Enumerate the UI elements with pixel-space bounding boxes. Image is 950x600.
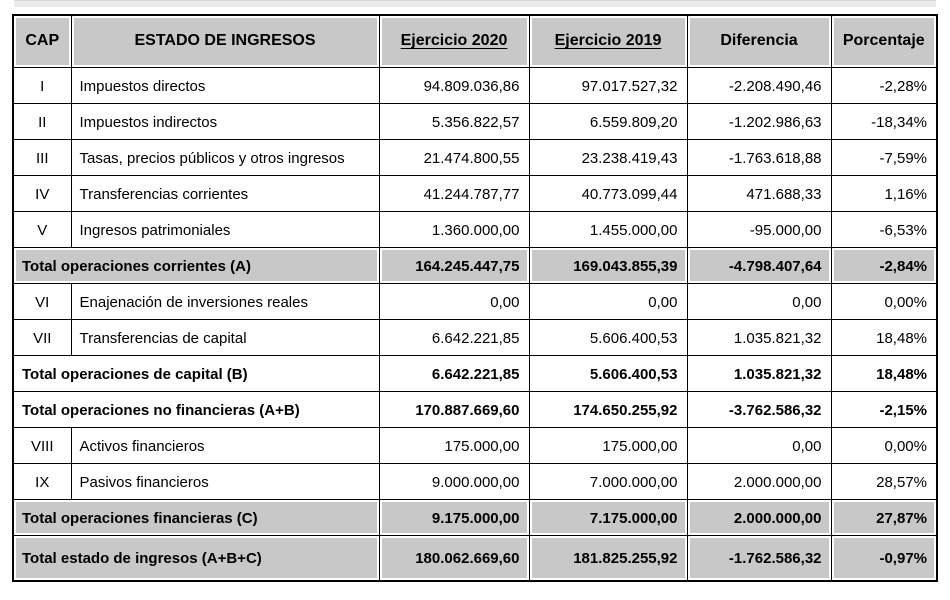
- diferencia-cell: -3.762.586,32: [687, 391, 831, 427]
- ej2020-cell: 41.244.787,77: [379, 175, 529, 211]
- total-label-cell: Total operaciones de capital (B): [13, 355, 379, 391]
- ej2019-cell: 6.559.809,20: [529, 103, 687, 139]
- column-header-label: Porcentaje: [842, 32, 925, 50]
- ej2019-cell: 40.773.099,44: [529, 175, 687, 211]
- column-header-label: Ejercicio 2020: [400, 32, 508, 50]
- diferencia-cell: 1.035.821,32: [687, 319, 831, 355]
- cap-cell: III: [13, 139, 71, 175]
- table-row: [13, 103, 937, 139]
- income-statement-table: [12, 14, 938, 582]
- ej2019-cell: 97.017.527,32: [529, 67, 687, 103]
- table-row: [13, 319, 937, 355]
- cap-cell: VII: [13, 319, 71, 355]
- total-label-cell: Total operaciones financieras (C): [13, 499, 379, 535]
- column-header-0: [13, 15, 71, 67]
- ej2020-cell: 9.175.000,00: [379, 499, 529, 535]
- column-header-3: [529, 15, 687, 67]
- concept-cell: Impuestos directos: [71, 67, 379, 103]
- table-row: [13, 139, 937, 175]
- column-header-1: [71, 15, 379, 67]
- ej2019-cell: 1.455.000,00: [529, 211, 687, 247]
- porcentaje-cell: 28,57%: [831, 463, 937, 499]
- ej2020-cell: 94.809.036,86: [379, 67, 529, 103]
- porcentaje-cell: -0,97%: [831, 535, 937, 581]
- table-row: [13, 427, 937, 463]
- column-header-4: [687, 15, 831, 67]
- total-label-cell: Total estado de ingresos (A+B+C): [13, 535, 379, 581]
- porcentaje-cell: 18,48%: [831, 355, 937, 391]
- ej2020-cell: 21.474.800,55: [379, 139, 529, 175]
- diferencia-cell: 471.688,33: [687, 175, 831, 211]
- ej2019-cell: 23.238.419,43: [529, 139, 687, 175]
- diferencia-cell: -1.763.618,88: [687, 139, 831, 175]
- ej2019-cell: 174.650.255,92: [529, 391, 687, 427]
- ej2020-cell: 0,00: [379, 283, 529, 319]
- table-row: [13, 283, 937, 319]
- ej2020-cell: 164.245.447,75: [379, 247, 529, 283]
- cropped-row-artifact: [14, 0, 936, 7]
- table-row: [13, 67, 937, 103]
- column-header-label: ESTADO DE INGRESOS: [134, 32, 316, 50]
- table-body: [13, 67, 937, 581]
- concept-cell: Transferencias de capital: [71, 319, 379, 355]
- ej2019-cell: 0,00: [529, 283, 687, 319]
- ej2020-cell: 6.642.221,85: [379, 319, 529, 355]
- porcentaje-cell: 1,16%: [831, 175, 937, 211]
- cap-cell: V: [13, 211, 71, 247]
- diferencia-cell: 2.000.000,00: [687, 499, 831, 535]
- porcentaje-cell: -2,15%: [831, 391, 937, 427]
- ej2020-cell: 175.000,00: [379, 427, 529, 463]
- ej2020-cell: 1.360.000,00: [379, 211, 529, 247]
- concept-cell: Enajenación de inversiones reales: [71, 283, 379, 319]
- total-row: [13, 247, 937, 283]
- total-row: [13, 499, 937, 535]
- column-header-label: Ejercicio 2019: [554, 32, 662, 50]
- column-header-label: Diferencia: [720, 32, 798, 50]
- diferencia-cell: 2.000.000,00: [687, 463, 831, 499]
- concept-cell: Activos financieros: [71, 427, 379, 463]
- ej2020-cell: 6.642.221,85: [379, 355, 529, 391]
- cap-cell: IV: [13, 175, 71, 211]
- concept-cell: Pasivos financieros: [71, 463, 379, 499]
- ej2020-cell: 180.062.669,60: [379, 535, 529, 581]
- ej2020-cell: 5.356.822,57: [379, 103, 529, 139]
- diferencia-cell: -1.202.986,63: [687, 103, 831, 139]
- column-header-label: CAP: [25, 32, 60, 50]
- table-row: [13, 463, 937, 499]
- diferencia-cell: 1.035.821,32: [687, 355, 831, 391]
- total-row: [13, 355, 937, 391]
- ej2019-cell: 5.606.400,53: [529, 319, 687, 355]
- diferencia-cell: 0,00: [687, 283, 831, 319]
- column-header-5: [831, 15, 937, 67]
- diferencia-cell: -4.798.407,64: [687, 247, 831, 283]
- table-header-row: [13, 15, 937, 67]
- porcentaje-cell: 18,48%: [831, 319, 937, 355]
- ej2020-cell: 9.000.000,00: [379, 463, 529, 499]
- total-label-cell: Total operaciones no financieras (A+B): [13, 391, 379, 427]
- total-row: [13, 535, 937, 581]
- total-label-cell: Total operaciones corrientes (A): [13, 247, 379, 283]
- porcentaje-cell: 27,87%: [831, 499, 937, 535]
- ej2020-cell: 170.887.669,60: [379, 391, 529, 427]
- cap-cell: I: [13, 67, 71, 103]
- concept-cell: Ingresos patrimoniales: [71, 211, 379, 247]
- ej2019-cell: 7.175.000,00: [529, 499, 687, 535]
- diferencia-cell: -95.000,00: [687, 211, 831, 247]
- table-row: [13, 175, 937, 211]
- porcentaje-cell: -6,53%: [831, 211, 937, 247]
- ej2019-cell: 181.825.255,92: [529, 535, 687, 581]
- concept-cell: Transferencias corrientes: [71, 175, 379, 211]
- column-header-2: [379, 15, 529, 67]
- diferencia-cell: -1.762.586,32: [687, 535, 831, 581]
- diferencia-cell: -2.208.490,46: [687, 67, 831, 103]
- porcentaje-cell: -2,84%: [831, 247, 937, 283]
- porcentaje-cell: -2,28%: [831, 67, 937, 103]
- porcentaje-cell: -7,59%: [831, 139, 937, 175]
- cap-cell: IX: [13, 463, 71, 499]
- diferencia-cell: 0,00: [687, 427, 831, 463]
- ej2019-cell: 5.606.400,53: [529, 355, 687, 391]
- porcentaje-cell: 0,00%: [831, 283, 937, 319]
- cap-cell: VI: [13, 283, 71, 319]
- ej2019-cell: 169.043.855,39: [529, 247, 687, 283]
- porcentaje-cell: 0,00%: [831, 427, 937, 463]
- cap-cell: II: [13, 103, 71, 139]
- ej2019-cell: 7.000.000,00: [529, 463, 687, 499]
- total-row: [13, 391, 937, 427]
- table-row: [13, 211, 937, 247]
- concept-cell: Impuestos indirectos: [71, 103, 379, 139]
- ej2019-cell: 175.000,00: [529, 427, 687, 463]
- porcentaje-cell: -18,34%: [831, 103, 937, 139]
- concept-cell: Tasas, precios públicos y otros ingresos: [71, 139, 379, 175]
- cap-cell: VIII: [13, 427, 71, 463]
